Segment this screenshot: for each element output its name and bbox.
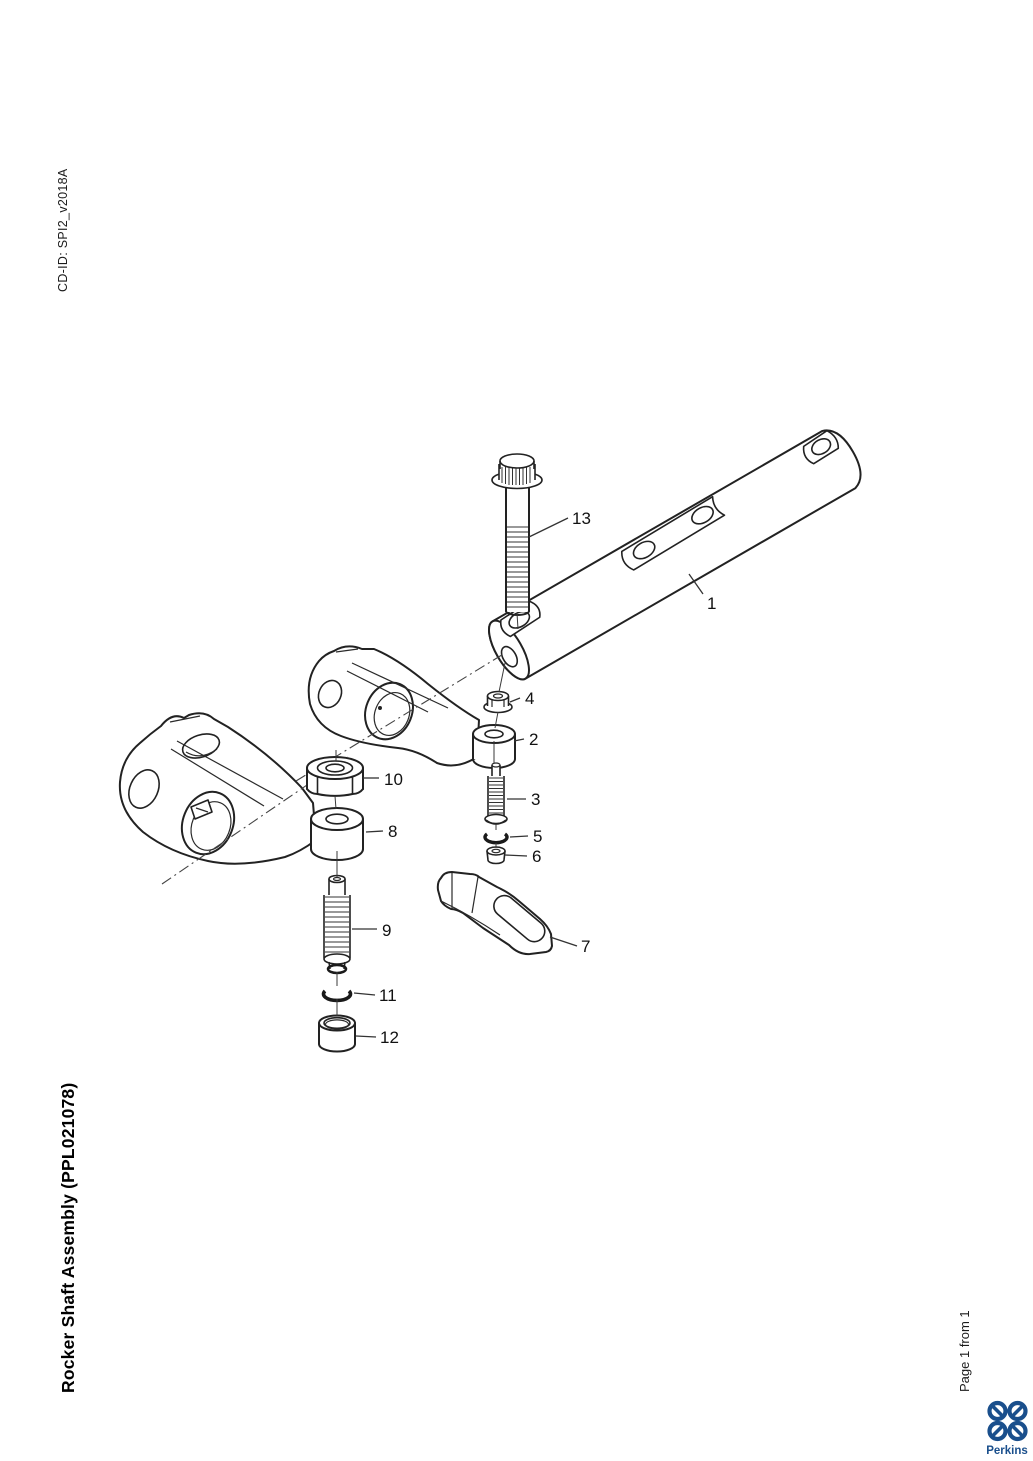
part-nut-hex xyxy=(307,757,363,796)
part-label-9: 9 xyxy=(382,921,392,940)
page-indicator: Page 1 from 1 xyxy=(957,1310,972,1392)
part-rocker-arm-right xyxy=(309,646,479,765)
part-bushing-small xyxy=(487,847,505,864)
part-pad xyxy=(438,872,552,954)
part-label-4: 4 xyxy=(525,689,535,708)
part-label-1: 1 xyxy=(707,594,717,613)
part-adjuster xyxy=(324,876,350,974)
part-label-2: 2 xyxy=(529,730,539,749)
part-label-5: 5 xyxy=(533,827,543,846)
page-title: Rocker Shaft Assembly (PPL021078) xyxy=(58,1082,78,1393)
part-circlip-small xyxy=(485,834,507,843)
part-label-3: 3 xyxy=(531,790,541,809)
part-label-6: 6 xyxy=(532,847,542,866)
part-rocker-arm-left xyxy=(120,713,316,864)
part-nut-small xyxy=(484,692,512,713)
part-label-11: 11 xyxy=(379,986,397,1005)
perkins-logo-text: Perkins xyxy=(986,1445,1028,1457)
part-label-12: 12 xyxy=(380,1028,399,1047)
part-label-7: 7 xyxy=(581,937,591,956)
part-label-13: 13 xyxy=(572,509,591,528)
part-adjusting-screw xyxy=(485,763,507,824)
part-rocker-shaft xyxy=(481,423,869,685)
part-label-8: 8 xyxy=(388,822,398,841)
perkins-logo xyxy=(986,1403,1028,1457)
cd-id-text: CD-ID: SPI2_v2018A xyxy=(56,168,70,292)
part-label-10: 10 xyxy=(384,770,403,789)
perkins-logo-icon xyxy=(990,1403,1026,1439)
part-bushing-large xyxy=(319,1016,355,1052)
